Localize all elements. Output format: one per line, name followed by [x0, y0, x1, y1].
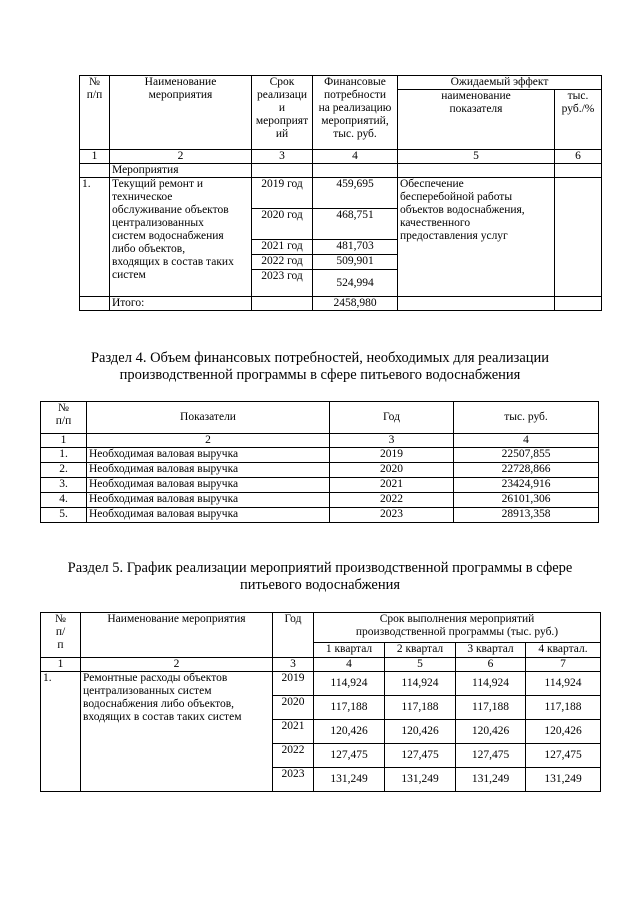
q-value: 120,426 — [526, 720, 601, 744]
q-value: 127,475 — [385, 744, 456, 768]
q-value: 131,249 — [314, 768, 385, 792]
q-value: 120,426 — [385, 720, 456, 744]
header-year: Год — [273, 613, 314, 658]
q-value: 120,426 — [314, 720, 385, 744]
col-number: 7 — [526, 658, 601, 672]
total-value: 2458,980 — [313, 297, 398, 311]
value-cell: 468,751 — [313, 209, 398, 240]
col-number: 4 — [454, 434, 599, 448]
row-year: 2022 — [273, 744, 314, 768]
header-year: Год — [330, 402, 454, 434]
header-num: № п/п — [41, 402, 87, 434]
row-num: 4. — [41, 493, 87, 508]
table-row — [41, 463, 599, 478]
section5-title: Раздел 5. График реализации мероприятий производственной программы в сфере питьевого водоснабжения — [67, 560, 573, 593]
row-value: 23424,916 — [454, 478, 599, 493]
q-value: 117,188 — [314, 696, 385, 720]
row-name: Необходимая валовая выручка — [87, 463, 330, 478]
schedule-table — [40, 612, 601, 792]
header-name: Наименование мероприятия — [110, 76, 252, 150]
q-value: 117,188 — [526, 696, 601, 720]
row-year: 2023 — [330, 508, 454, 523]
header-rub: тыс. руб. — [454, 402, 599, 434]
revenue-table — [40, 401, 599, 523]
q-value: 131,249 — [526, 768, 601, 792]
row-year: 2021 — [273, 720, 314, 744]
year-cell: 2019 год — [252, 178, 313, 209]
row-num: 1. — [80, 178, 110, 297]
col-number: 6 — [456, 658, 526, 672]
year-cell: 2022 год — [252, 255, 313, 270]
q-value: 114,924 — [526, 672, 601, 696]
row-value: 22507,855 — [454, 448, 599, 463]
q-value: 131,249 — [456, 768, 526, 792]
row-year: 2020 — [273, 696, 314, 720]
year-cell: 2021 год — [252, 240, 313, 255]
value-cell: 459,695 — [313, 178, 398, 209]
section-label: Мероприятия — [110, 164, 252, 178]
year-cell: 2020 год — [252, 209, 313, 240]
row-num: 1. — [41, 448, 87, 463]
header-q4: 4 квартал. — [526, 643, 601, 658]
col-number: 1 — [41, 434, 87, 448]
row-year: 2020 — [330, 463, 454, 478]
row-year: 2023 — [273, 768, 314, 792]
header-num: № п/п — [80, 76, 110, 150]
row-value: 28913,358 — [454, 508, 599, 523]
row-name: Необходимая валовая выручка — [87, 508, 330, 523]
table-row — [41, 508, 599, 523]
row-year: 2019 — [273, 672, 314, 696]
header-term: Срок выполнения мероприятий производственной программы (тыс. руб.) — [314, 613, 601, 643]
col-number: 6 — [555, 150, 602, 164]
row-name: Текущий ремонт и техническое обслуживание объектов централизованных систем водоснабжения либо объектов, входящих в состав таких систем — [110, 178, 252, 297]
q-value: 127,475 — [456, 744, 526, 768]
header-finance: Финансовые потребности на реализацию мероприятий, тыс. руб. — [313, 76, 398, 150]
col-number: 3 — [273, 658, 314, 672]
table-row — [41, 672, 601, 696]
col-number: 1 — [80, 150, 110, 164]
q-value: 114,924 — [456, 672, 526, 696]
q-value: 131,249 — [385, 768, 456, 792]
row-num: 3. — [41, 478, 87, 493]
q-value: 120,426 — [456, 720, 526, 744]
col-number: 2 — [81, 658, 273, 672]
row-num: 2. — [41, 463, 87, 478]
q-value: 117,188 — [456, 696, 526, 720]
col-number: 2 — [110, 150, 252, 164]
events-financing-table — [79, 75, 602, 311]
row-num: 1. — [41, 672, 81, 792]
row-name: Ремонтные расходы объектов централизованных систем водоснабжения либо объектов, входящих в состав таких систем — [81, 672, 273, 792]
q-value: 127,475 — [526, 744, 601, 768]
table-row — [41, 493, 599, 508]
header-q1: 1 квартал — [314, 643, 385, 658]
row-year: 2019 — [330, 448, 454, 463]
q-value: 114,924 — [385, 672, 456, 696]
row-year: 2021 — [330, 478, 454, 493]
header-indicator: наименование показателя — [398, 90, 555, 150]
value-cell: 509,901 — [313, 255, 398, 270]
col-number: 3 — [252, 150, 313, 164]
q-value: 117,188 — [385, 696, 456, 720]
header-term: Срок реализаци и мероприят ий — [252, 76, 313, 150]
col-number: 5 — [385, 658, 456, 672]
col-number: 3 — [330, 434, 454, 448]
q-value: 114,924 — [314, 672, 385, 696]
year-cell: 2023 год — [252, 270, 313, 297]
row-name: Необходимая валовая выручка — [87, 448, 330, 463]
header-q3: 3 квартал — [456, 643, 526, 658]
row-num: 5. — [41, 508, 87, 523]
col-number: 5 — [398, 150, 555, 164]
total-label: Итого: — [110, 297, 252, 311]
section4-title: Раздел 4. Объем финансовых потребностей, необходимых для реализации производственной программы в сфере питьевого водоснабжения — [90, 350, 550, 383]
header-indicators: Показатели — [87, 402, 330, 434]
col-number: 4 — [313, 150, 398, 164]
col-number: 1 — [41, 658, 81, 672]
q-value: 127,475 — [314, 744, 385, 768]
row-value: 26101,306 — [454, 493, 599, 508]
header-unit: тыс. руб./% — [555, 90, 602, 150]
header-q2: 2 квартал — [385, 643, 456, 658]
header-num: № п/ п — [41, 613, 81, 658]
table-row — [41, 478, 599, 493]
header-name: Наименование мероприятия — [81, 613, 273, 658]
row-value: 22728,866 — [454, 463, 599, 478]
table-row — [41, 448, 599, 463]
row-name: Необходимая валовая выручка — [87, 478, 330, 493]
col-number: 2 — [87, 434, 330, 448]
value-cell: 524,994 — [313, 270, 398, 297]
effect-text: Обеспечение бесперебойной работы объектов водоснабжения, качественного предоставления услуг — [398, 178, 555, 297]
row-name: Необходимая валовая выручка — [87, 493, 330, 508]
header-effect: Ожидаемый эффект — [398, 76, 602, 90]
col-number: 4 — [314, 658, 385, 672]
row-year: 2022 — [330, 493, 454, 508]
value-cell: 481,703 — [313, 240, 398, 255]
